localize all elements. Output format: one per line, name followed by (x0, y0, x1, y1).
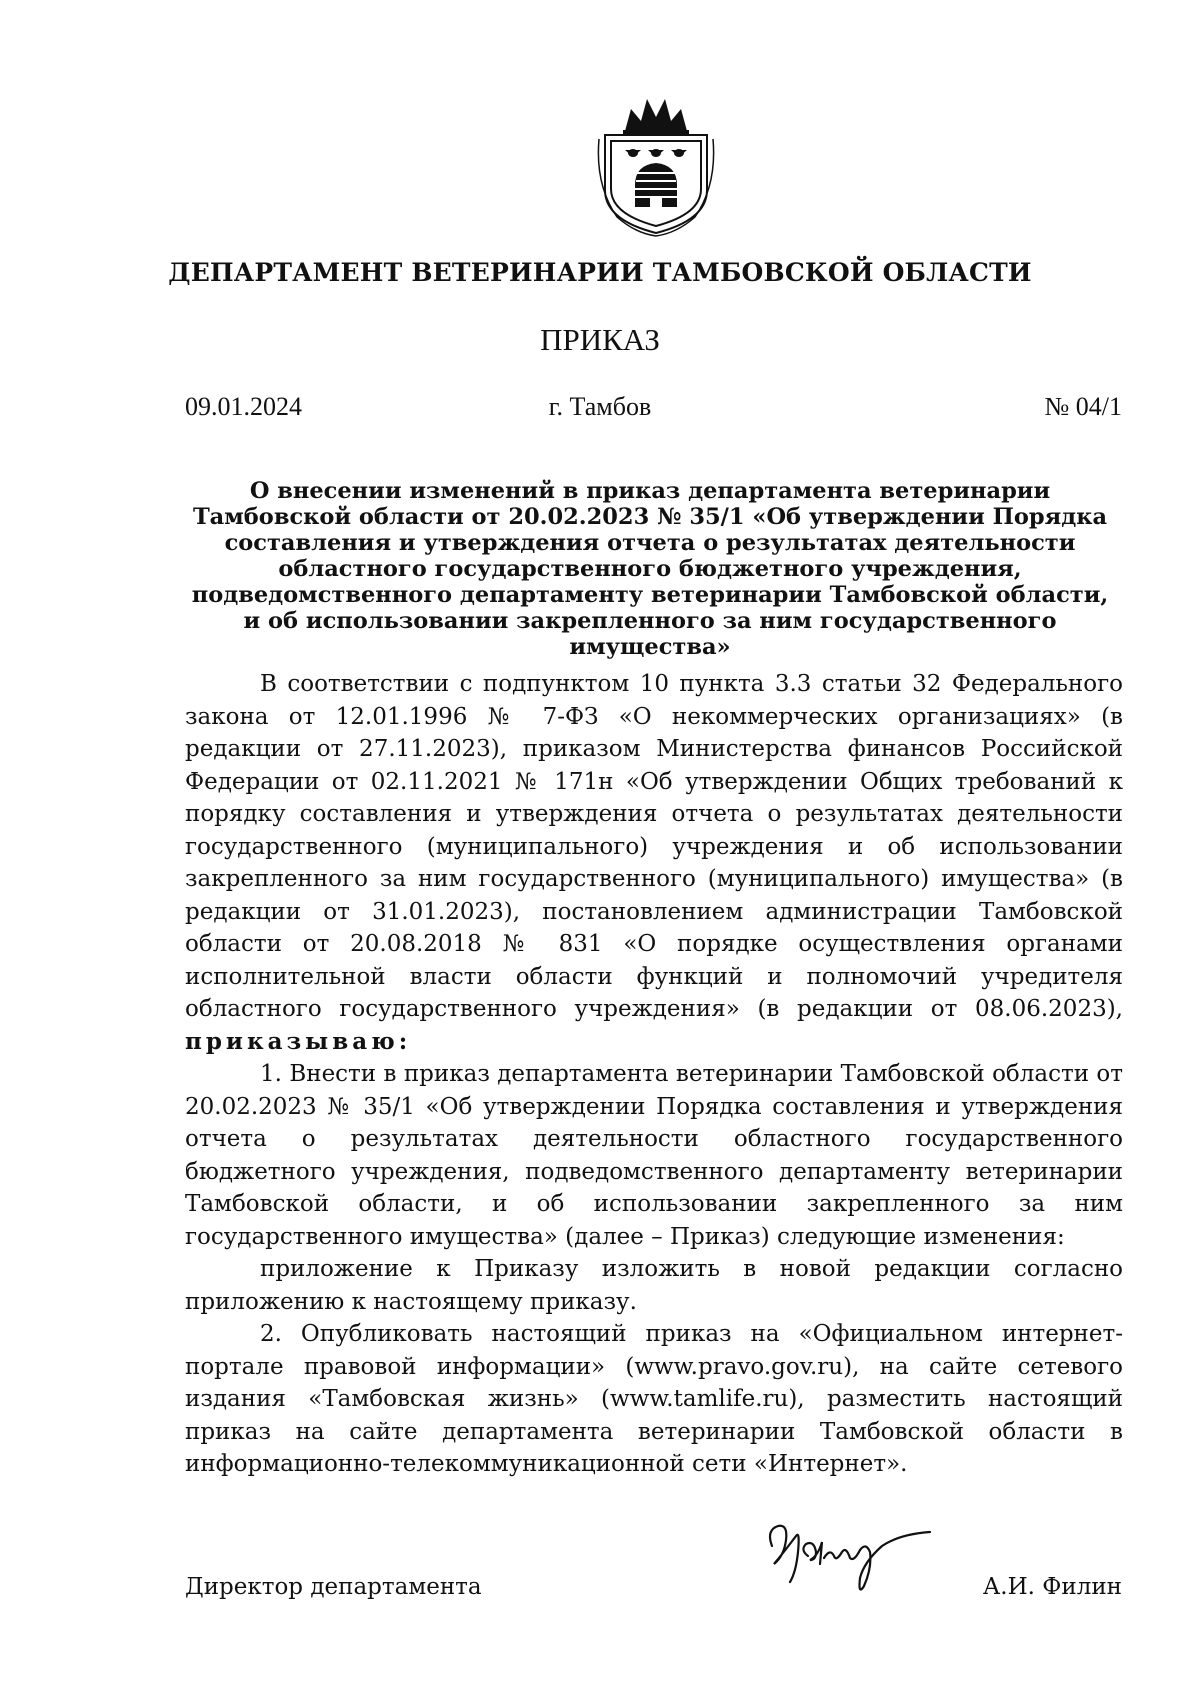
document-subject: О внесении изменений в приказ департамента ветеринарии Тамбовской области от 20.02.2023 № 35/1 «Об утверждении Порядка составления и утверждения отчета о результатах деятельности областного государственного бюджетного учреждения, подведомственного департаменту ветеринарии Тамбовской области, и об использовании закрепленного за ним государственного имущества» (191, 478, 1109, 660)
item-1-sub-paragraph: приложение к Приказу изложить в новой редакции согласно приложению к настоящему приказу. (185, 1256, 1123, 1315)
department-title: ДЕПАРТАМЕНТ ВЕТЕРИНАРИИ ТАМБОВСКОЙ ОБЛАСТИ (168, 258, 1032, 287)
signatory-name: А.И. Филин (982, 1574, 1122, 1600)
document-type: ПРИКАЗ (540, 322, 660, 357)
item-1-paragraph: 1. Внести в приказ департамента ветеринарии Тамбовской области от 20.02.2023 № 35/1 «Об утверждении Порядка составления и утверждения отчета о результатах деятельности областного государственного бюджетного учреждения, подведомственного департаменту ветеринарии Тамбовской области, и об использовании закрепленного за ним государственного имущества» (далее – Приказ) следующие изменения: (185, 1061, 1123, 1250)
signatory-role: Директор департамента (185, 1574, 482, 1600)
preamble-paragraph (185, 668, 1123, 1058)
item-2-paragraph: 2. Опубликовать настоящий приказ на «Официальном интернет-портале правовой информации» (www.pravo.gov.ru), на сайте сетевого издания «Тамбовская жизнь» (www.tamlife.ru), разместить настоящий приказ на сайте департамента ветеринарии Тамбовской области в информационно-телекоммуникационной сети «Интернет». (185, 1321, 1123, 1477)
document-city: г. Тамбов (548, 392, 652, 421)
document-number: № 04/1 (1044, 392, 1122, 421)
document-body (185, 668, 1123, 1481)
preamble-text: В соответствии с подпунктом 10 пункта 3.3 статьи 32 Федерального закона от 12.01.1996 № 7-ФЗ «О некоммерческих организациях» (в редакции от 27.11.2023), приказом Министерства финансов Российской Федерации от 02.11.2021 № 171н «Об утверждении Общих требований к порядку составления и утверждения отчета о результатах деятельности государственного (муниципального) учреждения и об использовании закрепленного за ним государственного (муниципального) имущества» (в редакции от 31.01.2023), постановлением администрации Тамбовской области от 20.08.2018 № 831 «О порядке осуществления органами исполнительной власти области функций и полномочий учредителя областного государственного учреждения» (в редакции от 08.06.2023), (185, 671, 1123, 1022)
document-date: 09.01.2024 (185, 392, 302, 421)
handwritten-signature-icon (760, 1512, 940, 1602)
orders-word: приказываю: (185, 1027, 412, 1055)
coat-of-arms-icon (595, 95, 717, 237)
